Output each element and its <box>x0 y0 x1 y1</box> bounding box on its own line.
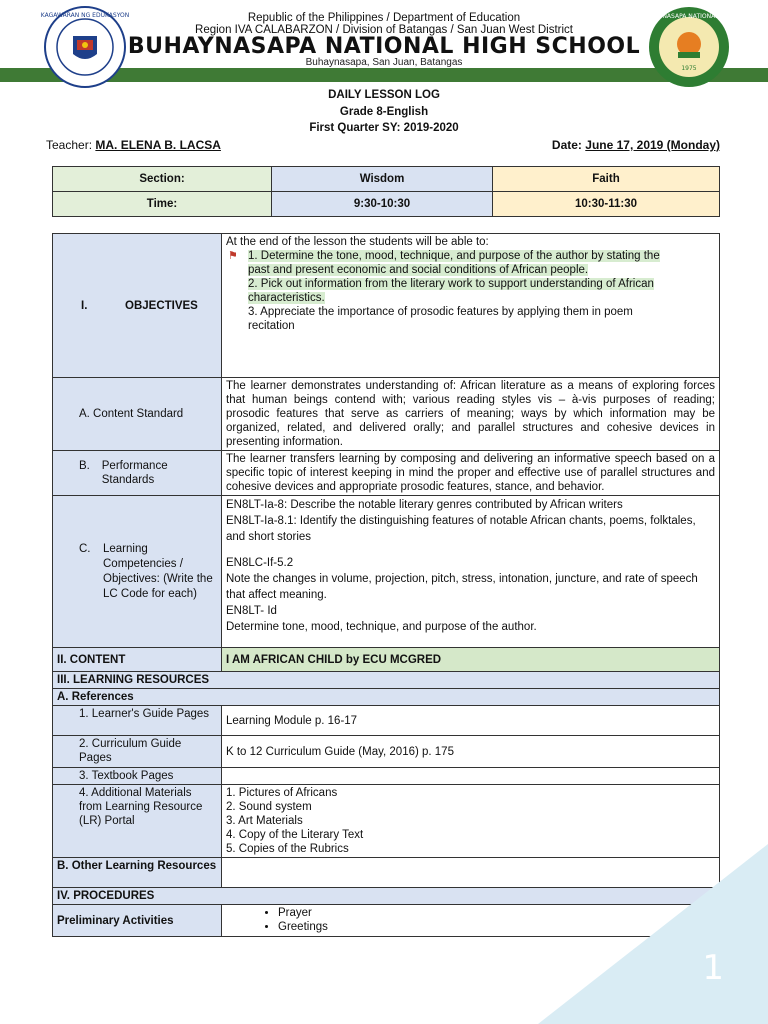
corner-decoration <box>538 844 768 1024</box>
objective-3a: 3. Appreciate the importance of prosodic features by applying them in poem <box>248 306 633 318</box>
curriculum-guide-label: 2. Curriculum Guide Pages <box>53 736 222 768</box>
section-faith: Faith <box>493 167 720 192</box>
time-wisdom: 9:30-10:30 <box>272 192 493 217</box>
objectives-label-cell <box>53 234 222 378</box>
objective-3b: recitation <box>248 320 295 332</box>
textbook-value <box>222 768 720 785</box>
learners-guide-value: Learning Module p. 16-17 <box>222 706 720 736</box>
doc-quarter: First Quarter SY: 2019-2020 <box>309 122 459 134</box>
content-label: II. CONTENT <box>53 648 222 672</box>
date-value: June 17, 2019 (Monday) <box>585 138 720 152</box>
material-item: 5. Copies of the Rubrics <box>226 843 349 855</box>
competency-1: EN8LT-Ia-8: Describe the notable literary genres contributed by African writers <box>226 499 623 511</box>
teacher-name: MA. ELENA B. LACSA <box>95 138 221 152</box>
preliminary-item: • Prayer <box>278 906 715 920</box>
references-label: A. References <box>53 689 720 706</box>
objectives-label: OBJECTIVES <box>125 299 198 312</box>
material-item: 1. Pictures of Africans <box>226 787 338 799</box>
objective-1b: past and present economic and social conditions of African people. <box>248 264 589 276</box>
objectives-num: I. <box>81 299 88 312</box>
preliminary-label: Preliminary Activities <box>53 905 222 937</box>
performance-text: The learner transfers learning by composing and delivering an informative speech based on a specific topic of interest keeping in mind the proper and effective use of parallel structures and cohesive devices and appropriate prosodic features, stance, and behavior. <box>222 451 720 496</box>
learners-guide-label: 1. Learner's Guide Pages <box>53 706 222 736</box>
svg-text:BUHAYNASAPA NATIONAL HIGH: BUHAYNASAPA NATIONAL HIGH <box>642 13 736 20</box>
date-line <box>552 138 720 152</box>
schedule-table <box>52 166 720 217</box>
performance-label-cell <box>53 451 222 496</box>
competency-6: Determine tone, mood, technique, and purpose of the author. <box>226 621 537 633</box>
curriculum-guide-value: K to 12 Curriculum Guide (May, 2016) p. 175 <box>222 736 720 768</box>
page-number: 1 <box>702 948 724 988</box>
procedures-label: IV. PROCEDURES <box>53 888 720 905</box>
additional-materials-label: 4. Additional Materials from Learning Resource (LR) Portal <box>53 785 222 858</box>
teacher-line <box>46 138 221 152</box>
time-faith: 10:30-11:30 <box>493 192 720 217</box>
school-address: Buhaynasapa, San Juan, Batangas <box>305 57 463 68</box>
competency-5: EN8LT- Id <box>226 605 277 617</box>
objective-2a: 2. Pick out information from the literary work to support understanding of African <box>248 278 654 290</box>
competencies-label: Learning Competencies / Objectives: (Write the LC Code for each) <box>103 542 213 600</box>
performance-letter: B. <box>79 460 90 472</box>
section-wisdom: Wisdom <box>272 167 493 192</box>
other-resources-label: B. Other Learning Resources <box>53 858 222 888</box>
time-label: Time: <box>53 192 272 217</box>
material-item: 2. Sound system <box>226 801 312 813</box>
header-line-1: Republic of the Philippines / Department of Education <box>247 12 521 24</box>
objectives-intro: At the end of the lesson the students will be able to: <box>226 236 489 248</box>
competencies-cell <box>222 496 720 648</box>
competency-4: Note the changes in volume, projection, pitch, stress, intonation, juncture, and rate of speech that affect meaning. <box>226 573 698 601</box>
doc-grade: Grade 8-English <box>339 106 429 118</box>
competency-3: EN8LC-If-5.2 <box>226 557 294 569</box>
content-value: I AM AFRICAN CHILD by ECU MCGRED <box>222 648 720 672</box>
teacher-label: Teacher: <box>46 138 93 152</box>
flag-icon: ⚑ <box>228 250 238 262</box>
performance-label: Performance Standards <box>101 460 168 486</box>
material-item: 4. Copy of the Literary Text <box>226 829 364 841</box>
textbook-label: 3. Textbook Pages <box>53 768 222 785</box>
objective-1a: 1. Determine the tone, mood, technique, and purpose of the author by stating the <box>248 250 660 262</box>
section-label: Section: <box>53 167 272 192</box>
resources-label: III. LEARNING RESOURCES <box>53 672 720 689</box>
preliminary-item: • Greetings <box>278 920 715 934</box>
objectives-cell <box>222 234 720 378</box>
competency-2: EN8LT-Ia-8.1: Identify the distinguishing features of notable African chants, poems, folktales, and short stories <box>226 515 696 543</box>
content-standard-text: The learner demonstrates understanding of: African literature as a means of exploring forces that human beings contend with; various reading styles vis – à-vis purposes of reading; prosodic features that serve as carriers of meaning; ways by which information may be organized, related, and delivered orally; and parallel structures and cohesive devices in presenting information. <box>222 378 720 451</box>
school-name: BUHAYNASAPA NATIONAL HIGH SCHOOL <box>127 34 641 59</box>
objective-2b: characteristics. <box>248 292 325 304</box>
date-label: Date: <box>551 138 582 152</box>
doc-title: DAILY LESSON LOG <box>328 89 440 101</box>
competencies-label-cell <box>53 496 222 648</box>
svg-text:1975: 1975 <box>681 65 697 72</box>
content-standard-label: A. Content Standard <box>53 378 222 451</box>
competencies-letter: C. <box>79 542 91 555</box>
lesson-table <box>52 233 720 937</box>
material-item: 3. Art Materials <box>226 815 303 827</box>
header-line-2: Region IVA CALABARZON / Division of Batangas / San Juan West District <box>195 24 573 36</box>
svg-text:KAGAWARAN NG EDUKASYON: KAGAWARAN NG EDUKASYON <box>40 12 130 19</box>
